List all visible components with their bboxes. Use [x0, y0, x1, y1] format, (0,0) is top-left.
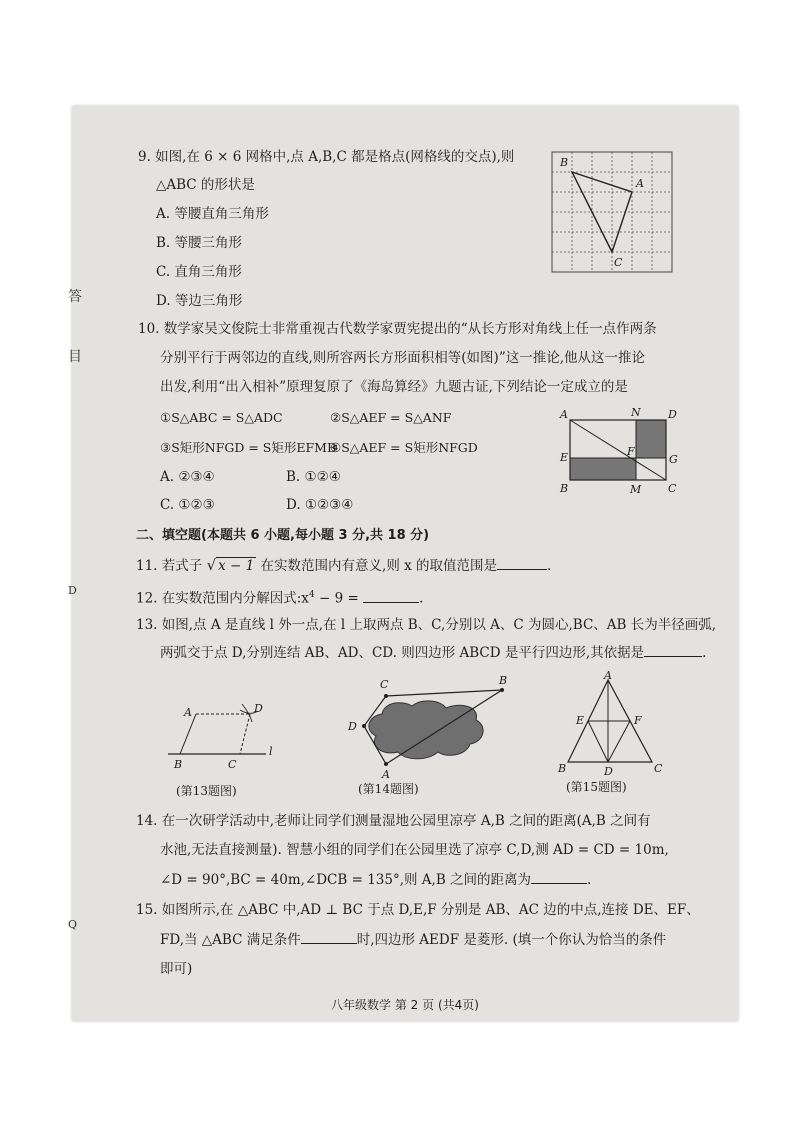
q15-line2-start: FD,当 △ABC 满足条件: [160, 932, 301, 948]
q15-line2: [160, 931, 666, 949]
point-label-c: C: [380, 678, 389, 691]
point-label-c: C: [668, 482, 677, 495]
q12-exponent: 4: [308, 590, 315, 600]
point-label-a: A: [184, 706, 192, 719]
margin-mark: 目: [68, 349, 82, 365]
rect-nfgd: [636, 420, 666, 458]
caption-fig13: (第13题图): [176, 784, 237, 798]
q10-statement-1: ①S△ABC = S△ADC: [160, 410, 283, 425]
point-label-d: D: [348, 720, 357, 733]
q13-figure: [166, 698, 286, 778]
q14-line1: 14. 在一次研学活动中,老师让同学们测量湿地公园里凉亭 A,B 之间的距离(A,B 之间有: [136, 813, 651, 829]
q11-answer-blank[interactable]: [497, 557, 547, 570]
q11: [136, 556, 551, 575]
point-label-b: B: [560, 156, 569, 169]
q14-pond-figure: [342, 676, 512, 781]
q13-line1: 13. 如图,点 A 是直线 l 外一点,在 l 上取两点 B、C,分别以 A、C 为圆心,BC、AB 长为半径画弧,: [136, 617, 717, 633]
q10-statement-4: ④S△AEF = S矩形NFGD: [330, 440, 478, 455]
point-label-f: F: [634, 714, 642, 727]
q14-line3: [160, 871, 591, 889]
exam-page: [68, 106, 738, 1021]
page-footer: 八年级数学 第 2 页 (共4页): [331, 998, 479, 1012]
q11-prefix: 11. 若式子: [136, 558, 203, 574]
point-label-m: M: [630, 483, 642, 496]
water-pond: [369, 701, 483, 759]
rect-efmb: [570, 458, 636, 480]
point-label-f: F: [627, 445, 635, 458]
point-label-g: G: [669, 453, 678, 466]
point-label-d: D: [668, 408, 677, 421]
q11-text: 在实数范围内有意义,则 x 的取值范围是: [260, 558, 498, 574]
q12: [136, 586, 423, 608]
caption-fig14: (第14题图): [358, 782, 419, 796]
q15-triangle-figure: [556, 669, 666, 778]
point-label-n: N: [631, 406, 641, 419]
point-label-b: B: [560, 482, 569, 495]
section-heading: 二、填空题(本题共 6 小题,每小题 3 分,共 18 分): [136, 528, 430, 543]
q15-line2-end: 时,四边形 AEDF 是菱形. (填一个你认为恰当的条件: [356, 932, 667, 948]
q10-line2: 分别平行于两邻边的直线,则所容两长方形面积相等(如图)”这一推论,他从这一推论: [160, 350, 646, 366]
q9-line2: △ABC 的形状是: [156, 177, 255, 193]
margin-mark: D: [68, 584, 77, 597]
margin-mark: 答: [68, 289, 82, 305]
q10-option-c: C. ①②③: [160, 497, 215, 513]
q10-option-a: A. ②③④: [160, 469, 215, 485]
point-label-c: C: [614, 256, 623, 269]
q14-line3-text: ∠D = 90°,BC = 40m,∠DCB = 135°,则 A,B 之间的距离为: [160, 872, 532, 888]
q9-line1: 9. 如图,在 6 × 6 网格中,点 A,B,C 都是格点(网格线的交点),则: [138, 149, 515, 165]
point-label-d: D: [604, 765, 613, 778]
q13-answer-blank[interactable]: [644, 644, 702, 657]
q10-option-b: B. ①②④: [286, 469, 341, 485]
margin-mark: Q: [68, 918, 78, 931]
q15-line3: 即可): [160, 961, 193, 977]
q14-end: .: [587, 872, 592, 888]
point-label-b: B: [174, 758, 183, 771]
point-label-e: E: [576, 714, 585, 727]
q13-line2: [160, 644, 706, 662]
q9-option-d: D. 等边三角形: [156, 293, 243, 309]
q10-line1: 10. 数学家吴文俊院士非常重视古代数学家贾宪提出的“从长方形对角线上任一点作两条: [138, 321, 657, 337]
q11-radicand: x − 1: [218, 558, 255, 574]
point-label-a: A: [560, 408, 568, 421]
q12-end: .: [419, 590, 424, 607]
q13-end: .: [702, 645, 707, 661]
q10-statement-3: ③S矩形NFGD = S矩形EFMB: [160, 440, 337, 455]
q10-statement-2: ②S△AEF = S△ANF: [330, 410, 452, 425]
q9-option-b: B. 等腰三角形: [156, 235, 243, 251]
q10-line3: 出发,利用“出入相补”原理复原了《海岛算经》九题古证,下列结论一定成立的是: [160, 379, 628, 395]
point-label-b: B: [558, 762, 567, 775]
q10-rectangle-figure: [558, 406, 688, 496]
q9-grid-figure: [552, 144, 672, 279]
point-label-a: A: [604, 669, 612, 682]
q14-line2: 水池,无法直接测量). 智慧小组的同学们在公园里选了凉亭 C,D,测 AD = CD = 10m,: [160, 842, 669, 858]
line-label-l: l: [269, 745, 273, 758]
q13-line2-text: 两弧交于点 D,分别连结 AB、AD、CD. 则四边形 ABCD 是平行四边形,其依据是: [160, 645, 645, 661]
point-label-a: A: [636, 177, 644, 190]
q9-option-a: A. 等腰直角三角形: [156, 206, 269, 222]
point-label-c: C: [654, 762, 663, 775]
q9-option-c: C. 直角三角形: [156, 264, 242, 280]
point-label-b: B: [499, 674, 508, 687]
point-label-c: C: [228, 758, 237, 771]
q10-option-d: D. ①②③④: [286, 497, 354, 513]
q12-text: − 9 =: [314, 590, 359, 607]
q15-answer-blank[interactable]: [301, 931, 357, 944]
q12-answer-blank[interactable]: [363, 590, 419, 603]
point-label-a: A: [382, 768, 390, 781]
sqrt-symbol: √: [206, 556, 217, 574]
point-label-d: D: [254, 702, 263, 715]
q14-answer-blank[interactable]: [531, 871, 587, 884]
q12-prefix: 12. 在实数范围内分解因式:x: [136, 590, 309, 607]
q15-line1: 15. 如图所示,在 △ABC 中,AD ⊥ BC 于点 D,E,F 分别是 AB、AC 边的中点,连接 DE、EF、: [136, 902, 700, 918]
q11-end: .: [547, 558, 552, 574]
caption-fig15: (第15题图): [566, 780, 627, 794]
point-label-e: E: [560, 451, 569, 464]
